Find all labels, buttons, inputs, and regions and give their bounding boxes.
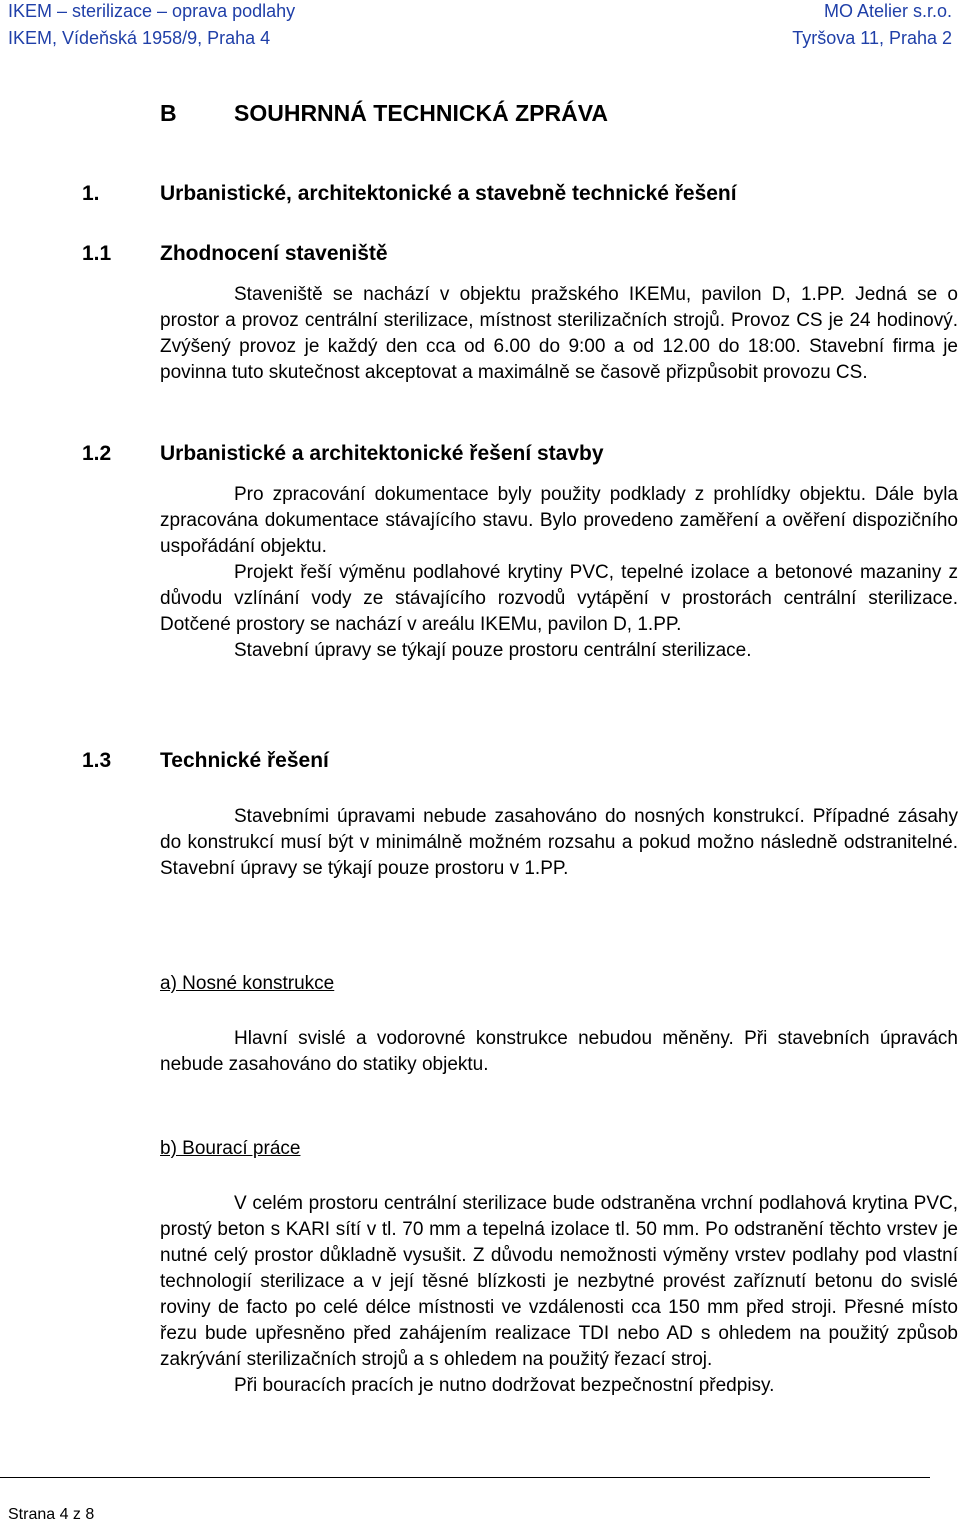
- section-1-number: 1.: [82, 182, 100, 205]
- header-company-address: Tyršova 11, Praha 2: [792, 28, 952, 48]
- page-number: Strana 4 z 8: [8, 1506, 95, 1523]
- header-project: IKEM – sterilizace – oprava podlahy: [8, 1, 296, 21]
- document-title: SOUHRNNÁ TECHNICKÁ ZPRÁVA: [234, 100, 608, 126]
- header-company: MO Atelier s.r.o.: [823, 1, 952, 21]
- part-a-body: [160, 1026, 958, 1078]
- subsection-1-3-body: [160, 804, 958, 882]
- subsection-1-1-number: 1.1: [82, 242, 112, 265]
- subsection-1-2-number: 1.2: [82, 442, 112, 465]
- subsection-1-2-body: [160, 482, 958, 664]
- subsection-1-3-title: Technické řešení: [160, 749, 329, 772]
- paragraph: Projekt řeší výměnu podlahové krytiny PVC, tepelné izolace a betonové mazaniny z důvodu vzlínání vody ze stávajícího rozvodů vytápění v prostorách centrální sterilizace. Dotčené prostory se nachází v areálu IKEMu, pavilon D, 1.PP.: [160, 562, 958, 635]
- part-a-title: a) Nosné konstrukce: [160, 973, 335, 994]
- paragraph: Při bouracích pracích je nutno dodržovat bezpečnostní předpisy.: [234, 1375, 775, 1396]
- paragraph: Stavební úpravy se týkají pouze prostoru centrální sterilizace.: [234, 640, 752, 661]
- paragraph: Pro zpracování dokumentace byly použity podklady z prohlídky objektu. Dále byla zpracována dokumentace stávajícího stavu. Bylo provedeno zaměření a ověření dispozičního uspořádání objektu.: [160, 484, 958, 557]
- paragraph: Hlavní svislé a vodorovné konstrukce nebudou měněny. Při stavebních úpravách nebude zasahováno do statiky objektu.: [160, 1028, 958, 1075]
- section-1-title: Urbanistické, architektonické a stavebně technické řešení: [160, 182, 737, 205]
- paragraph: V celém prostoru centrální sterilizace bude odstraněna vrchní podlahová krytina PVC, prostý beton s KARI sítí v tl. 70 mm a tepelná izolace tl. 50 mm. Po odstranění těchto vrstev je nutné celý prostor důkladně vysušit. Z důvodu nemožnosti výměny vrstev podlahy pod vlastní technologií sterilizace a v její těsné blízkosti je nezbytné provést zaříznutí betonu do svislé roviny de facto po celé délce místnosti ve vzdálenosti cca 150 mm před stroji. Přesné místo řezu bude upřesněno před zahájením realizace TDI nebo AD s ohledem na použitý způsob zakrývání sterilizačních strojů a s ohledem na použitý řezací stroj.: [160, 1193, 958, 1370]
- part-b-title: b) Bourací práce: [160, 1138, 301, 1159]
- header-project-address: IKEM, Vídeňská 1958/9, Praha 4: [8, 28, 271, 48]
- subsection-1-1-body: [160, 282, 958, 386]
- subsection-1-2-title: Urbanistické a architektonické řešení stavby: [160, 442, 604, 465]
- subsection-1-1-title: Zhodnocení staveniště: [160, 242, 388, 265]
- document-part-letter: B: [160, 100, 177, 126]
- subsection-1-3-number: 1.3: [82, 749, 112, 772]
- footer-rule: [0, 1477, 930, 1478]
- paragraph: Staveniště se nachází v objektu pražského IKEMu, pavilon D, 1.PP. Jedná se o prostor a provoz centrální sterilizace, místnost sterilizačních strojů. Provoz CS je 24 hodinový. Zvýšený provoz je každý den cca od 6.00 do 9:00 a od 12.00 do 18:00. Stavební firma je povinna tuto skutečnost akceptovat a maximálně se časově přizpůsobit provozu CS.: [160, 284, 958, 383]
- paragraph: Stavebními úpravami nebude zasahováno do nosných konstrukcí. Případné zásahy do konstrukcí musí být v minimálně možném rozsahu a pokud možno následně odstranitelné. Stavební úpravy se týkají pouze prostoru v 1.PP.: [160, 806, 958, 879]
- part-b-body: [160, 1191, 958, 1399]
